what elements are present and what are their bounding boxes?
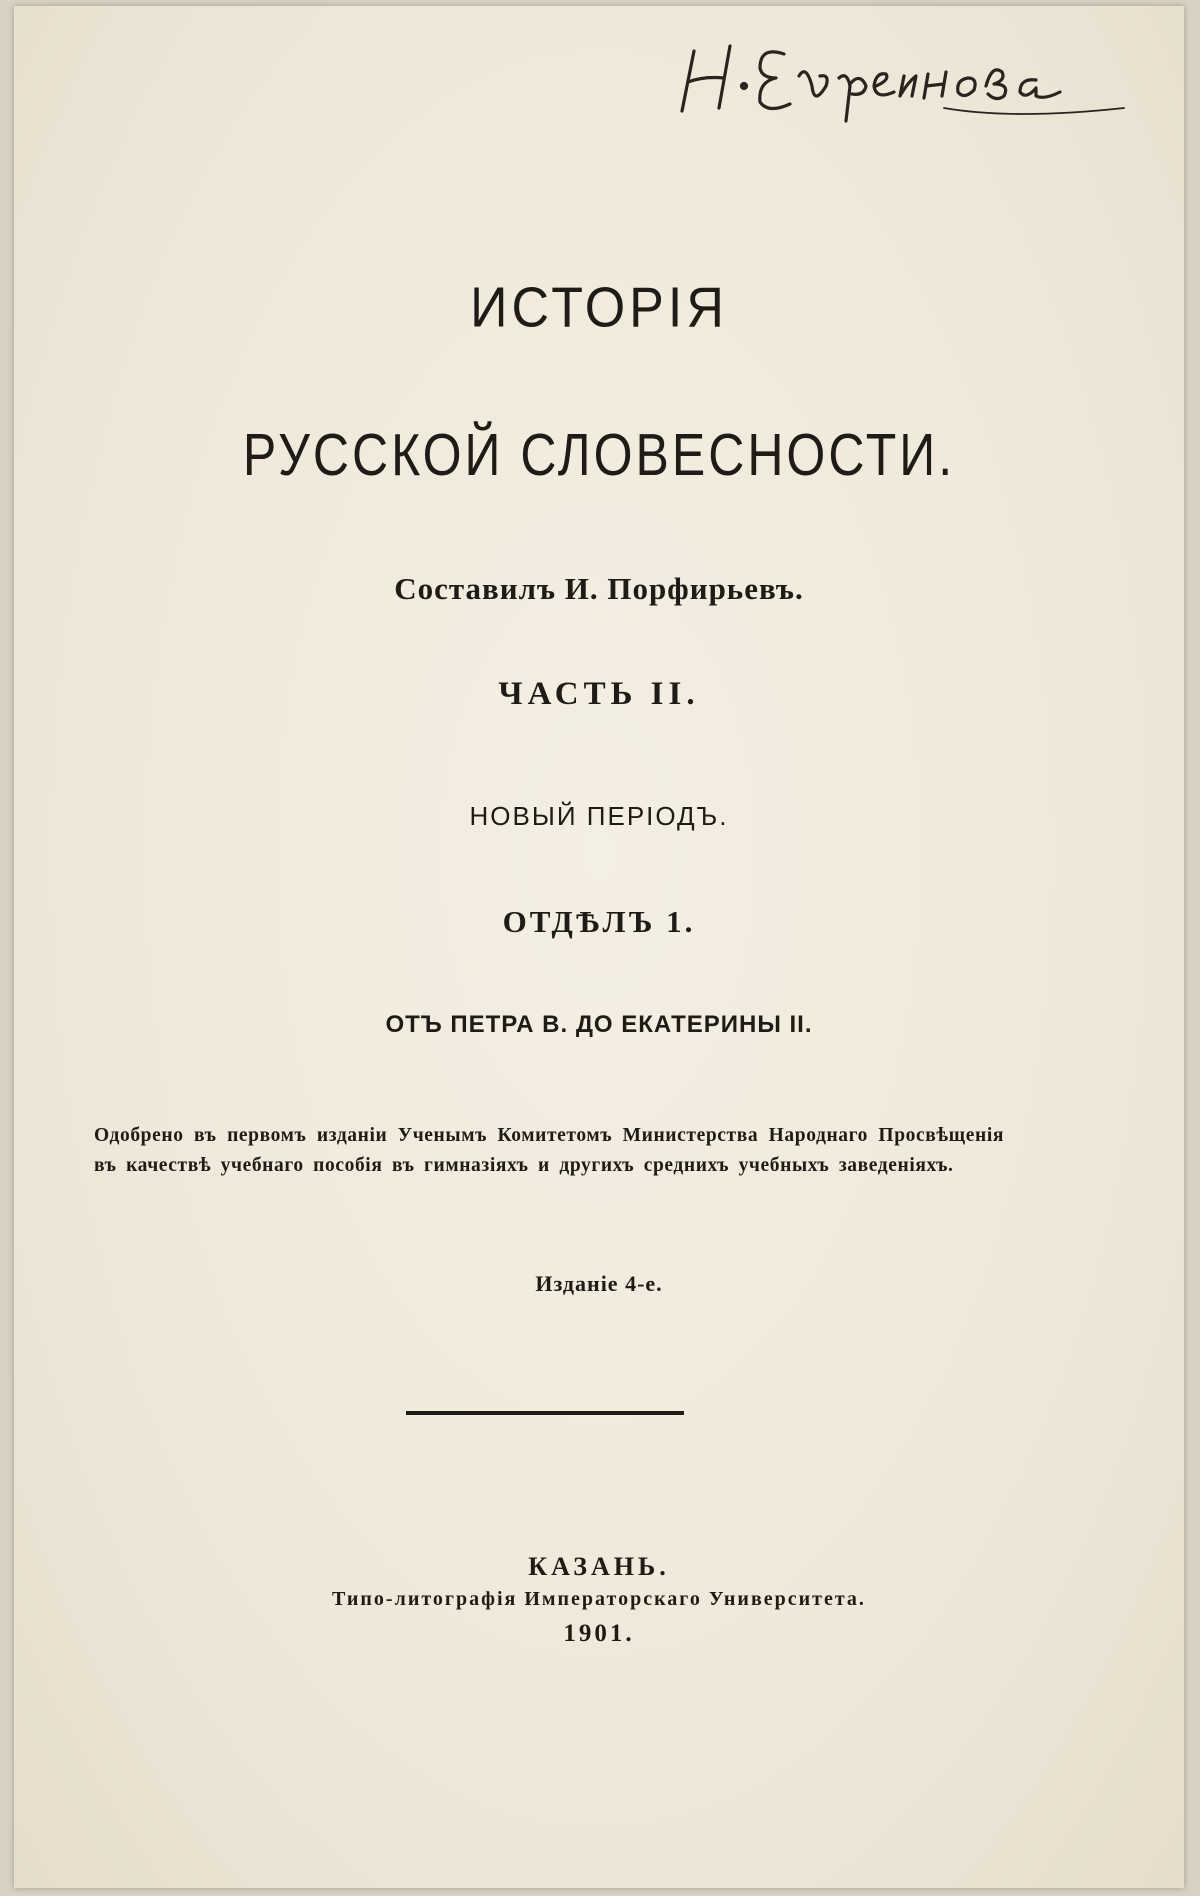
imprint-printer: Типо-литографія Императорскаго Университета. [332,1588,866,1610]
edition-label: Изданіе 4-е. [535,1271,663,1296]
title-page [14,6,1184,1888]
imprint-city: КАЗАНЬ. [528,1552,670,1581]
section-subtitle: ОТЪ ПЕТРА В. ДО ЕКАТЕРИНЫ II. [385,1011,813,1038]
imprint-year: 1901. [563,1620,635,1647]
approval-note: Одобрено въ первомъ изданіи Ученымъ Комитетомъ Министерства Народнаго Просвѣщенія въ качествѣ учебнаго пособія въ гимназіяхъ и другихъ среднихъ учебныхъ заведеніяхъ. [94,1125,1004,1176]
author-line: Составилъ И. Порфирьевъ. [394,571,804,606]
period-heading: НОВЫЙ ПЕРІОДЪ. [469,801,729,831]
book-title-line-1: ИСТОРІЯ [470,276,728,340]
book-title-line-2: РУССКОЙ СЛОВЕСНОСТИ. [242,421,956,489]
part-heading: ЧАСТЬ II. [498,676,700,712]
horizontal-rule [406,1411,684,1415]
section-heading: ОТДѢЛЪ 1. [502,904,696,939]
handwritten-signature [664,16,1134,126]
